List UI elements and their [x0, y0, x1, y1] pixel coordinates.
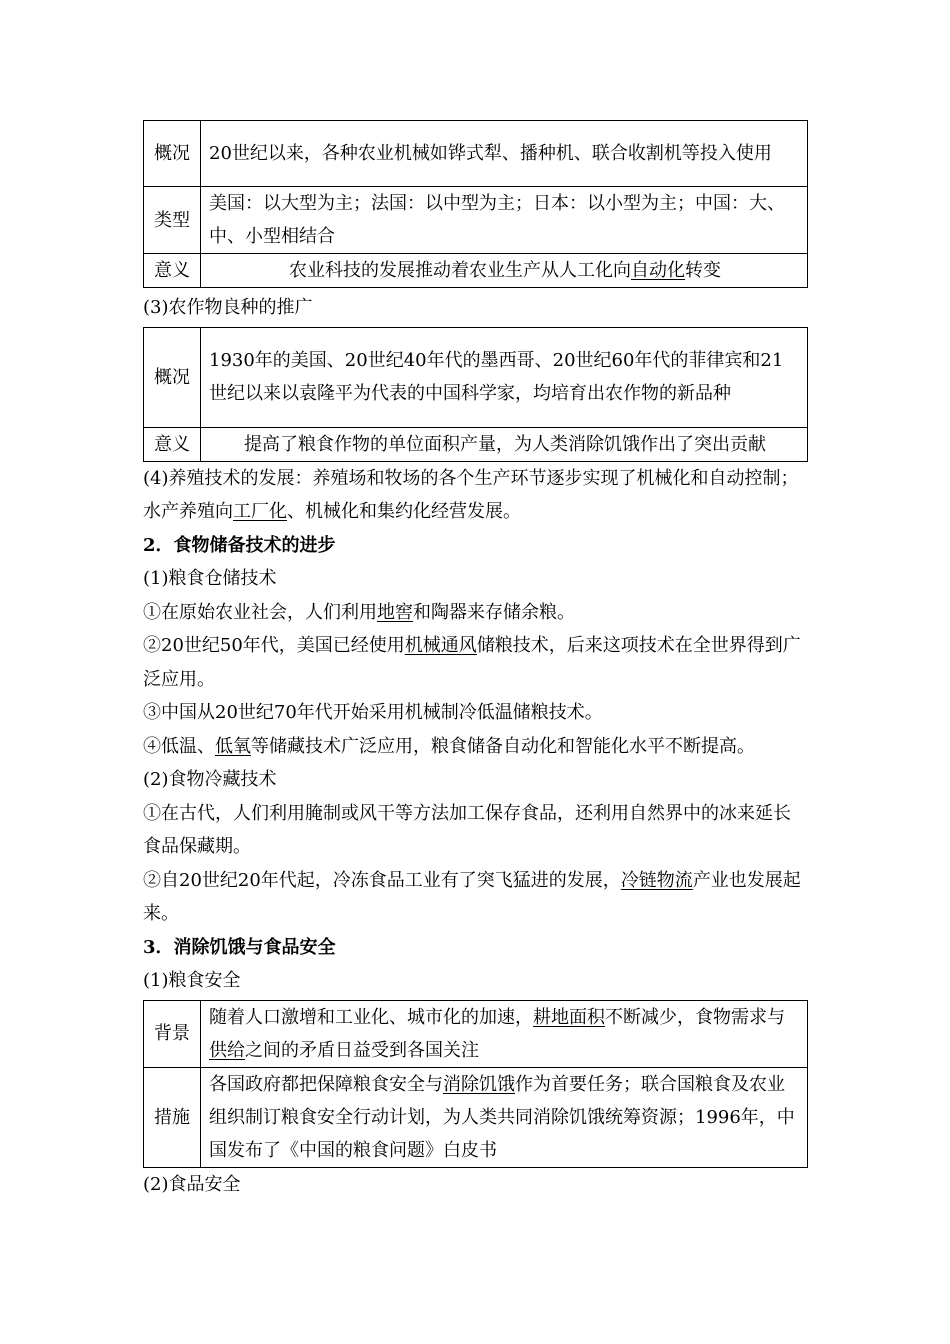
text-part: 随着人口激增和工业化、城市化的加速， — [209, 1006, 533, 1028]
table-row — [144, 187, 808, 254]
crop-varieties-table — [143, 327, 808, 462]
agri-machinery-table — [143, 120, 808, 288]
row-text — [201, 1067, 808, 1167]
text-part: 产业也发展起来。 — [143, 869, 801, 924]
row-label: 意义 — [144, 427, 201, 461]
row-text — [201, 254, 808, 288]
row-label: 措施 — [144, 1067, 201, 1167]
text-part: 和陶器来存储余粮。 — [413, 601, 575, 623]
list-item — [143, 864, 808, 931]
row-label: 概况 — [144, 327, 201, 427]
text-part: ①在原始农业社会，人们利用 — [143, 601, 377, 623]
section-heading: 3．消除饥饿与食品安全 — [143, 936, 336, 958]
text-part: ②自20世纪20年代起，冷冻食品工业有了突飞猛进的发展， — [143, 869, 621, 891]
underlined-term: 低氧 — [215, 735, 251, 757]
list-item — [143, 629, 808, 696]
document-page — [143, 120, 808, 1201]
row-label: 概况 — [144, 121, 201, 187]
paragraph — [143, 462, 808, 529]
underlined-term: 地窖 — [377, 601, 413, 623]
list-item — [143, 730, 808, 764]
list-item — [143, 596, 808, 630]
text-part: (4)养殖技术的发展：养殖场和牧场的各个生产环节逐步实现了机械化和自动控制；水产养殖向 — [143, 467, 799, 522]
text-part: 转变 — [685, 260, 721, 281]
table-row — [144, 1067, 808, 1167]
row-label: 类型 — [144, 187, 201, 254]
text-part: 、机械化和集约化经营发展。 — [287, 501, 521, 522]
section-heading: 2．食物储备技术的进步 — [143, 534, 336, 556]
text-part: 等储藏技术广泛应用，粮食储备自动化和智能化水平不断提高。 — [251, 735, 755, 757]
text-part: 各国政府都把保障粮食安全与 — [209, 1073, 443, 1095]
row-text: 1930年的美国、20世纪40年代的墨西哥、20世纪60年代的菲律宾和21世纪以来以袁隆平为代表的中国科学家，均培育出农作物的新品种 — [201, 327, 808, 427]
row-text — [201, 1000, 808, 1067]
table-row — [144, 254, 808, 288]
table-row — [144, 427, 808, 461]
row-label: 意义 — [144, 254, 201, 288]
subsection-title: (2)食品安全 — [143, 1173, 241, 1195]
subsection-title: (1)粮食安全 — [143, 970, 241, 991]
text-part: 不断减少，食物需求与 — [605, 1006, 785, 1028]
section-title: (3)农作物良种的推广 — [143, 297, 313, 318]
text-part: ②20世纪50年代，美国已经使用 — [143, 635, 405, 656]
text-part: ①在古代，人们利用腌制或风干等方法加工保存食品，还利用自然界中的冰来延长食品保藏期。 — [143, 802, 791, 857]
row-text: 提高了粮食作物的单位面积产量，为人类消除饥饿作出了突出贡献 — [201, 427, 808, 461]
underlined-term: 自动化 — [631, 260, 685, 281]
text-part: 农业科技的发展推动着农业生产从人工化向 — [289, 260, 631, 281]
underlined-term: 机械通风 — [404, 635, 477, 656]
table-row — [144, 1000, 808, 1067]
underlined-term: 消除饥饿 — [443, 1073, 515, 1095]
row-text: 20世纪以来，各种农业机械如铧式犁、播种机、联合收割机等投入使用 — [201, 121, 808, 187]
underlined-term: 供给 — [209, 1039, 245, 1061]
text-part: ④低温、 — [143, 735, 215, 757]
list-item — [143, 696, 808, 730]
text-part: ③中国从20世纪70年代开始采用机械制冷低温储粮技术。 — [143, 702, 603, 723]
underlined-term: 工厂化 — [233, 501, 287, 522]
table-row — [144, 121, 808, 187]
row-label: 背景 — [144, 1000, 201, 1067]
table-row — [144, 327, 808, 427]
subsection-title: (2)食物冷藏技术 — [143, 769, 277, 790]
underlined-term: 冷链物流 — [620, 869, 693, 891]
row-text: 美国：以大型为主；法国：以中型为主；日本：以小型为主；中国：大、中、小型相结合 — [201, 187, 808, 254]
text-part: 之间的矛盾日益受到各国关注 — [245, 1039, 479, 1061]
list-item — [143, 797, 808, 864]
underlined-term: 耕地面积 — [533, 1006, 605, 1028]
text-part: 作为首要任务；联合国粮食及农业组织制订粮食安全行动计划，为人类共同消除饥饿统筹资源；1996年，中国发布了《中国的粮食问题》白皮书 — [209, 1073, 795, 1161]
subsection-title: (1)粮食仓储技术 — [143, 568, 277, 589]
text-part: 储粮技术，后来这项技术在全世界得到广泛应用。 — [143, 635, 801, 690]
food-security-table — [143, 1000, 808, 1168]
